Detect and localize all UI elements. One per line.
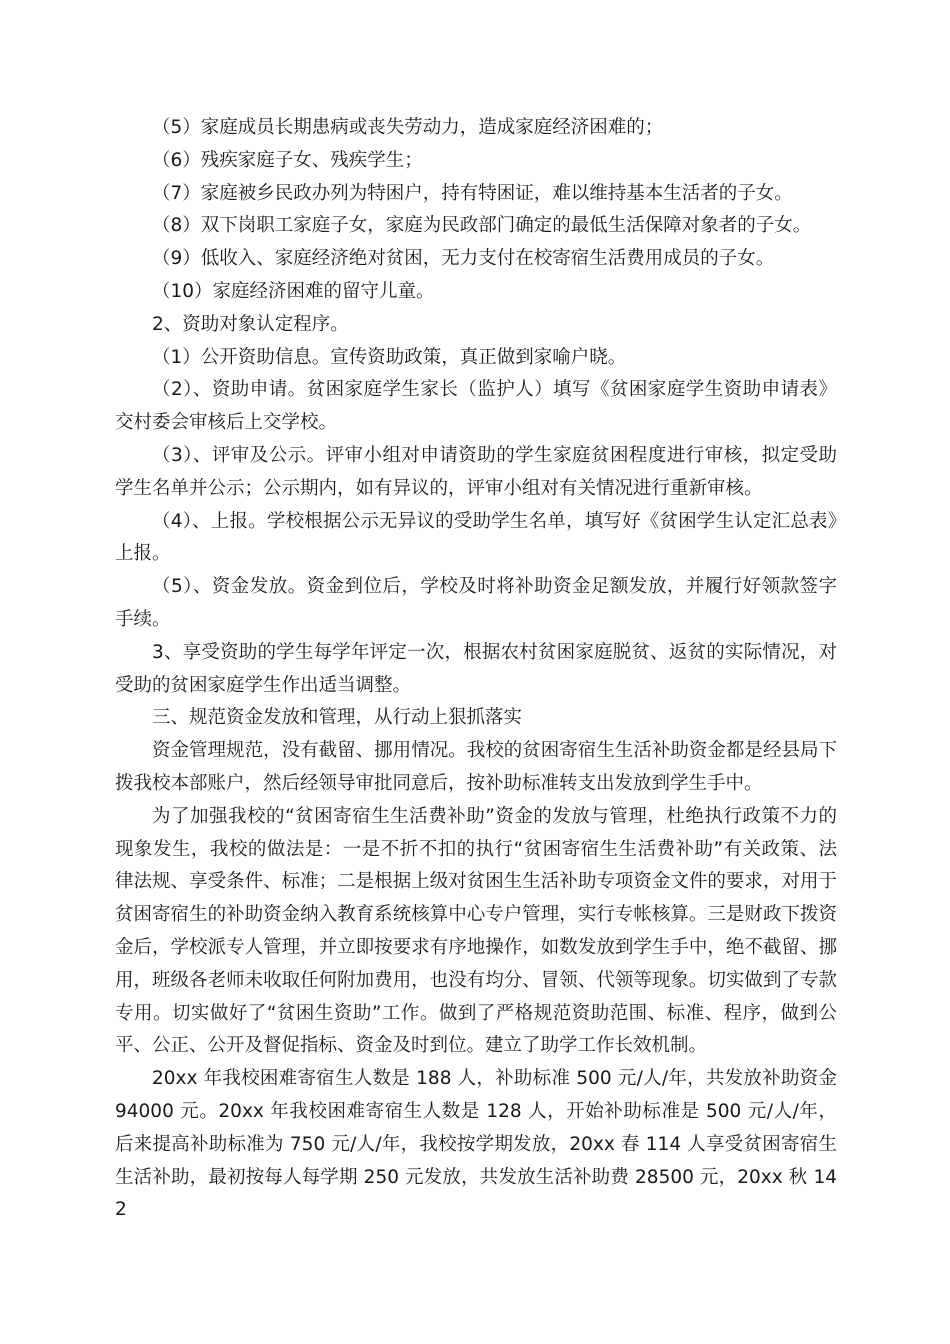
paragraph-statistics: 20xx 年我校困难寄宿生人数是 188 人，补助标准 500 元/人/年，共发放补助资金 94000 元。20xx 年我校困难寄宿生人数是 128 人，开始补助标准是 500 元/人/年，后来提高补助标准为 750 元/人/年，我校按学期发放，20xx 春 114 人享受贫困寄宿生生活补助，最初按每人每学期 250 元发放，共发放生活补助费 28500 元，20xx 秋 142 [115, 1068, 837, 1221]
paragraph-item-7: （7）家庭被乡民政办列为特困户，持有特困证，难以维持基本生活者的子女。 [152, 182, 793, 204]
paragraph-practices: 为了加强我校的“贫困寄宿生生活费补助”资金的发放与管理，杜绝执行政策不力的现象发生，我校的做法是：一是不折不扣的执行“贫困寄宿生生活费补助”有关政策、法律法规、享受条件、标准；二是根据上级对贫困生生活补助专项资金文件的要求，对用于贫困寄宿生的补助资金纳入教育系统核算中心专户管理，实行专帐核算。三是财政下拨资金后，学校派专人管理，并立即按要求有序地操作，如数发放到学生手中，绝不截留、挪用，班级各老师未收取任何附加费用，也没有均分、冒领、代领等现象。切实做到了专款专用。切实做好了“贫困生资助”工作。做到了严格规范资助范围、标准、程序，做到公平、公正、公开及督促指标、资金及时到位。建立了助学工作长效机制。 [115, 805, 837, 1057]
paragraph-item-5: （5）家庭成员长期患病或丧失劳动力，造成家庭经济困难的； [152, 117, 664, 138]
document-body [115, 112, 837, 1227]
paragraph-fund-management: 资金管理规范，没有截留、挪用情况。我校的贫困寄宿生生活补助资金都是经县局下拨我校本部账户，然后经领导审批同意后，按补助标准转支出发放到学生手中。 [115, 740, 837, 794]
paragraph-item-9: （9）低收入、家庭经济绝对贫困，无力支付在校寄宿生活费用成员的子女。 [152, 248, 775, 270]
procedure-step-4: （4）、上报。学校根据公示无异议的受助学生名单，填写好《贫困学生认定汇总表》上报。 [115, 510, 837, 565]
paragraph-annual-review: 3、享受资助的学生每学年评定一次，根据农村贫困家庭脱贫、返贫的实际情况，对受助的贫困家庭学生作出适当调整。 [115, 641, 837, 696]
section-heading-procedure: 2、资助对象认定程序。 [152, 313, 349, 335]
procedure-step-3: （3）、评审及公示。评审小组对申请资助的学生家庭贫困程度进行审核，拟定受助学生名单并公示；公示期内，如有异议的，评审小组对有关情况进行重新审核。 [115, 444, 837, 499]
paragraph-item-8: （8）双下岗职工家庭子女，家庭为民政部门确定的最低生活保障对象者的子女。 [152, 215, 812, 237]
paragraph-item-6: （6）残疾家庭子女、残疾学生； [152, 149, 423, 171]
section-heading-fund-management: 三、规范资金发放和管理，从行动上狠抓落实 [152, 707, 523, 729]
procedure-step-1: （1）公开资助信息。宣传资助政策，真正做到家喻户晓。 [152, 346, 627, 368]
procedure-step-2: （2）、资助申请。贫困家庭学生家长（监护人）填写《贫困家庭学生资助申请表》交村委会审核后上交学校。 [115, 379, 837, 434]
paragraph-item-10: （10）家庭经济困难的留守儿童。 [152, 280, 435, 302]
procedure-step-5: （5）、资金发放。资金到位后，学校及时将补助资金足额发放，并履行好领款签字手续。 [115, 576, 837, 630]
